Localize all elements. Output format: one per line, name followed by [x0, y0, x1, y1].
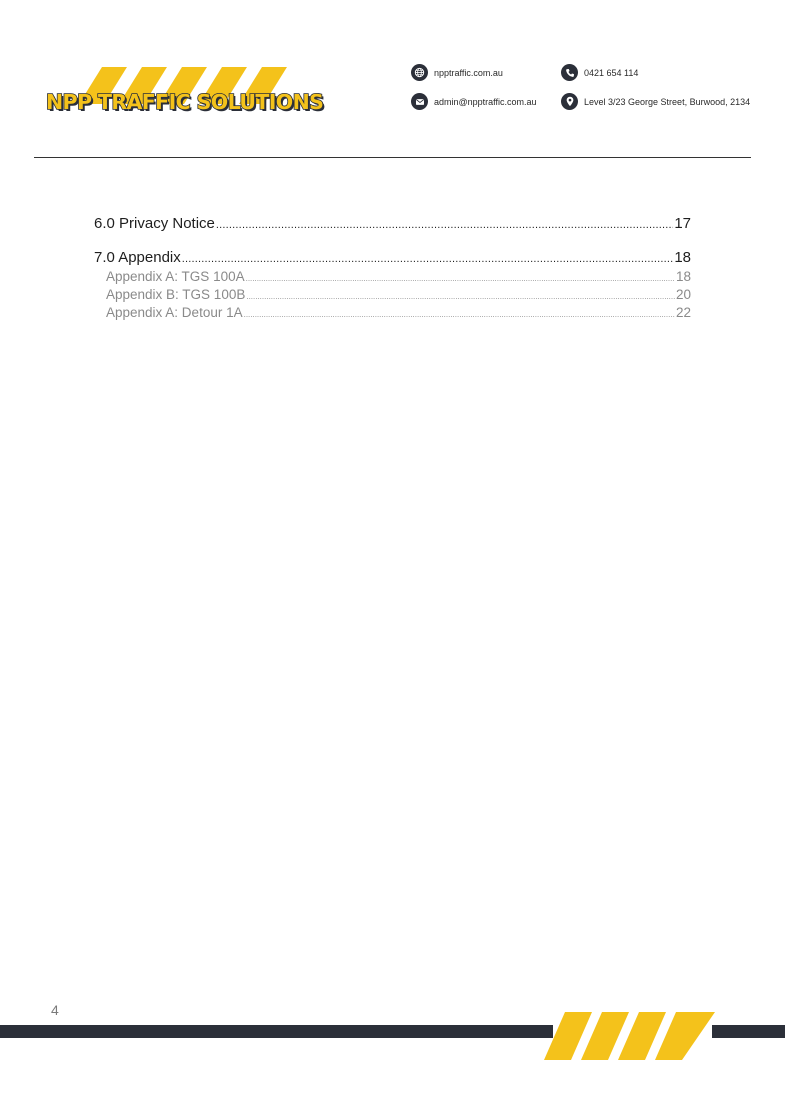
globe-icon	[411, 64, 428, 81]
toc-subentry-appendix-b-tgs-100b[interactable]	[94, 286, 691, 304]
contact-phone	[561, 64, 638, 81]
toc-leader-dots	[246, 270, 675, 288]
toc-subentry-page: 20	[675, 287, 691, 302]
toc-entry-privacy-notice[interactable]	[94, 214, 691, 234]
toc-subentry-page: 22	[675, 305, 691, 320]
toc-entry-page: 17	[674, 215, 691, 232]
table-of-contents	[94, 214, 691, 322]
website-text: npptraffic.com.au	[434, 67, 503, 78]
toc-leader-dots	[244, 306, 675, 324]
footer-stripes-graphic	[0, 1010, 785, 1065]
toc-entry-page: 18	[674, 249, 691, 266]
logo-wordmark: NPP TRAFFIC SOLUTIONS	[46, 90, 324, 114]
toc-subentry-label: Appendix A: Detour 1A	[106, 305, 243, 320]
contact-website	[411, 64, 503, 81]
toc-leader-dots	[246, 288, 675, 306]
toc-leader-dots	[216, 215, 673, 235]
toc-leader-dots	[182, 249, 674, 269]
toc-subentry-label: Appendix A: TGS 100A	[106, 269, 245, 284]
toc-entry-appendix[interactable]	[94, 248, 691, 268]
toc-entry-label: 6.0 Privacy Notice	[94, 215, 215, 232]
company-logo	[44, 64, 324, 116]
toc-entry-label: 7.0 Appendix	[94, 249, 181, 266]
contact-email	[411, 93, 537, 110]
toc-subentry-label: Appendix B: TGS 100B	[106, 287, 246, 302]
toc-subentry-appendix-a-detour-1a[interactable]	[94, 304, 691, 322]
envelope-icon	[411, 93, 428, 110]
address-text: Level 3/23 George Street, Burwood, 2134	[584, 96, 751, 107]
phone-icon	[561, 64, 578, 81]
location-pin-icon	[561, 93, 578, 110]
phone-text: 0421 654 114	[584, 67, 639, 78]
email-text: admin@npptraffic.com.au	[434, 96, 537, 107]
page-number: 4	[51, 1002, 59, 1018]
toc-subentry-appendix-a-tgs-100a[interactable]	[94, 268, 691, 286]
contact-address	[561, 93, 750, 110]
header-divider	[34, 157, 751, 158]
toc-subentry-page: 18	[675, 269, 691, 284]
